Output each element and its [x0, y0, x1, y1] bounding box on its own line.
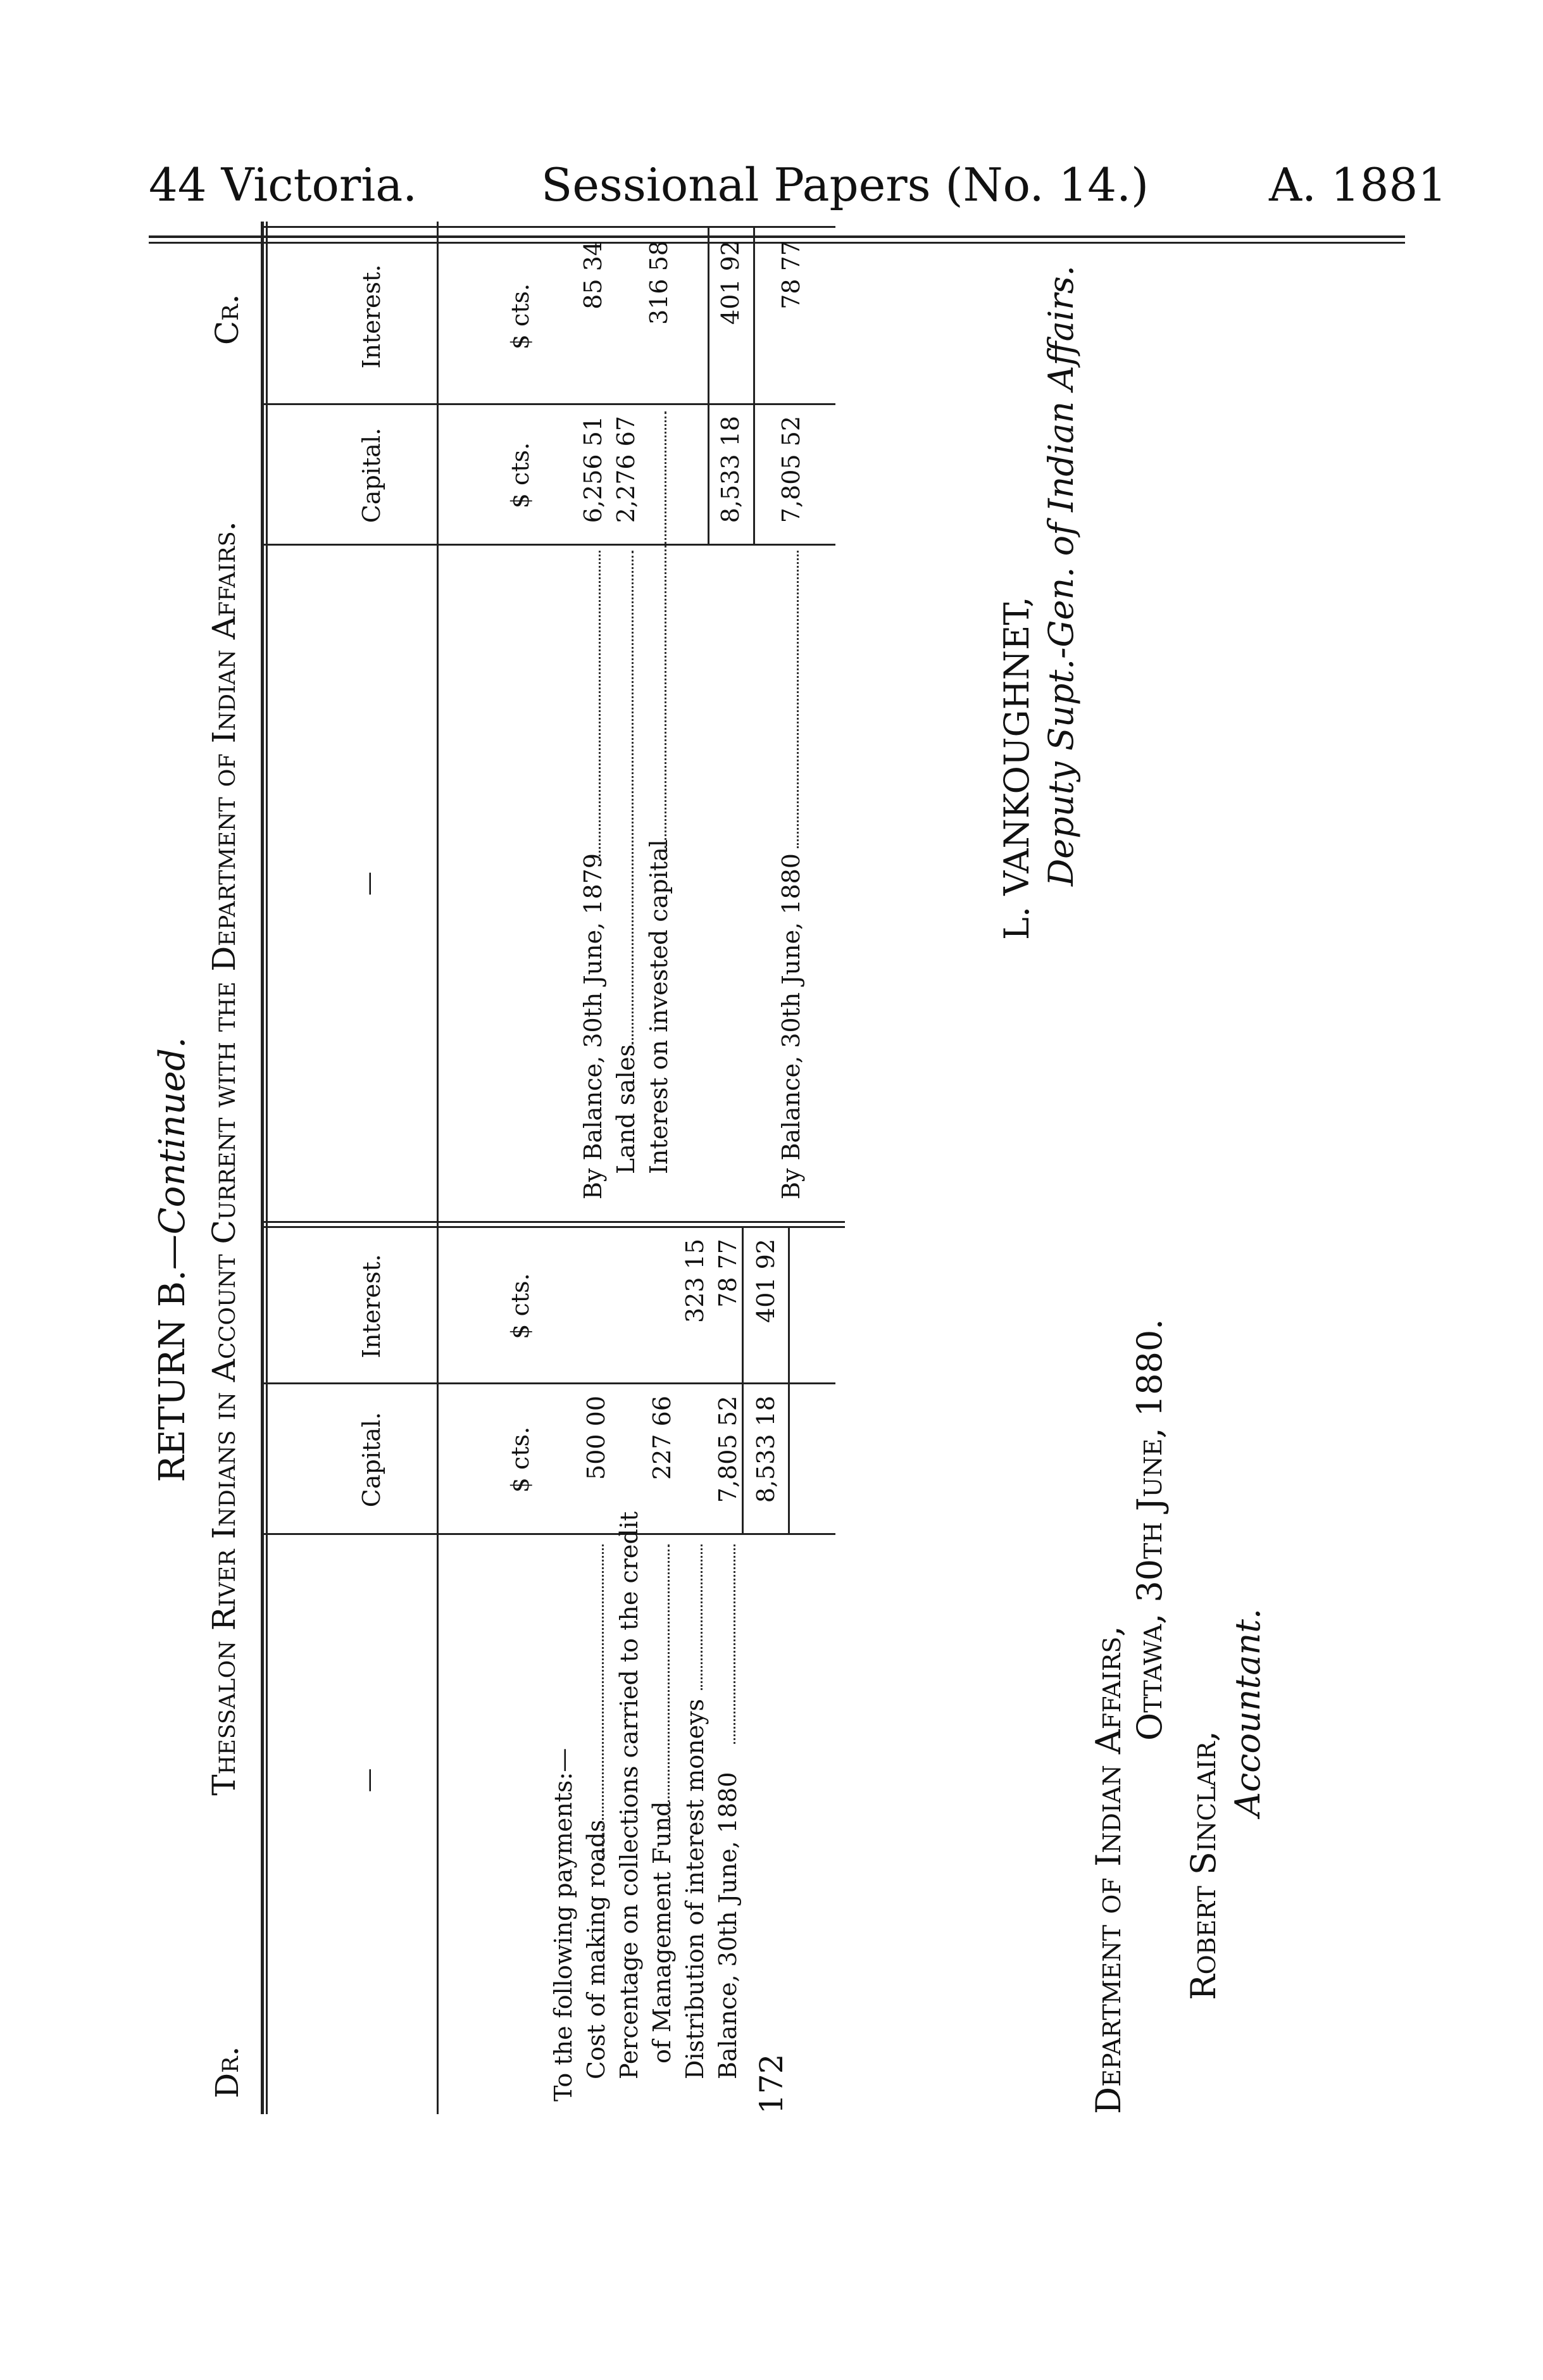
debit-blank-header: — — [354, 1768, 382, 1793]
signature-title: Deputy Supt.-Gen. of Indian Affairs. — [1041, 265, 1081, 886]
table-top-border-inner — [266, 222, 268, 2114]
credit-capital-value: 2,276 67 — [612, 416, 640, 523]
credit-total-rule-top — [708, 228, 709, 546]
debit-total-interest: 401 92 — [752, 1239, 780, 1323]
dot-leader — [733, 1544, 735, 1744]
credit-row-label: Interest on invested capital — [645, 839, 673, 1174]
debit-row-label: of Management Fund — [648, 1801, 676, 2064]
debit-total-rule-top — [742, 1228, 744, 1535]
dot-leader — [601, 1544, 604, 1861]
debit-total-rule-bottom — [788, 1228, 790, 1535]
credit-total-interest: 401 92 — [716, 241, 744, 325]
debit-row-label: Percentage on collections carried to the credit — [615, 1511, 643, 2079]
debit-interest-value: 323 15 — [681, 1239, 709, 1323]
credit-interest-value: 85 34 — [579, 241, 607, 310]
credit-blank-header: — — [354, 872, 382, 896]
dot-leader — [667, 1544, 670, 1829]
dot-leader — [700, 1544, 703, 1690]
debit-heading: To the following payments:— — [549, 1748, 577, 2101]
return-title-continued: —Continued. — [152, 1037, 193, 1270]
dot-leader — [631, 551, 634, 1044]
dot-leader — [664, 411, 666, 848]
debit-credit-divider-1 — [263, 1226, 845, 1228]
credit-interest-value: 316 58 — [645, 241, 673, 325]
header-sessional-papers: Sessional Papers (No. 14.) — [541, 158, 1149, 211]
column-header-rule — [437, 222, 439, 2114]
dot-leader — [598, 551, 601, 861]
debit-interest-units: $ cts. — [506, 1273, 534, 1339]
account-title: Thessalon River Indians in Account Current with the Department of Indian Affairs. — [206, 521, 242, 1796]
credit-balance-interest: 78 77 — [777, 241, 805, 310]
credit-balance-label: By Balance, 30th June, 1880 — [777, 853, 805, 1199]
credit-capital-header: Capital. — [358, 427, 385, 523]
debit-capital-value: 500 00 — [582, 1396, 610, 1480]
credit-interest-units: $ cts. — [506, 283, 534, 350]
footer-accountant-title: Accountant. — [1228, 1608, 1268, 1817]
header-session: 44 Victoria. — [149, 158, 418, 211]
credit-capital-units: $ cts. — [506, 442, 534, 509]
table-top-border — [261, 222, 264, 2114]
signature-name: L. VANKOUGHNET, — [997, 596, 1037, 940]
credit-row-label: Land sales — [612, 1044, 640, 1174]
debit-row-label: Distribution of interest moneys — [681, 1698, 709, 2079]
footer-accountant-name: Robert Sinclair, — [1184, 1731, 1223, 2000]
footer-department: Department of Indian Affairs, — [1089, 1625, 1128, 2114]
debit-row-label: Cost of making roads — [582, 1819, 610, 2079]
debit-capital-divider — [263, 1533, 835, 1535]
debit-capital-value: 227 66 — [648, 1396, 676, 1480]
debit-credit-divider-2 — [263, 1221, 845, 1223]
credit-capital-divider — [263, 544, 835, 546]
debit-row-label: Balance, 30th June, 1880 — [714, 1772, 742, 2079]
credit-total-capital: 8,533 18 — [716, 416, 744, 523]
credit-row-label: By Balance, 30th June, 1879 — [579, 853, 607, 1199]
debit-capital-header: Capital. — [358, 1412, 385, 1508]
debit-interest-header: Interest. — [358, 1254, 385, 1358]
debit-capital-units: $ cts. — [506, 1426, 534, 1493]
credit-total-rule-bottom — [753, 228, 755, 546]
header-year: A. 1881 — [1269, 158, 1447, 211]
dot-leader — [796, 551, 799, 848]
credit-interest-divider — [263, 403, 835, 405]
return-title — [152, 848, 193, 1671]
debit-total-capital: 8,533 18 — [752, 1396, 780, 1503]
return-title-main: RETURN B. — [152, 1270, 193, 1482]
credit-interest-header: Interest. — [358, 264, 385, 369]
footer-place-date-text: Ottawa, 30th June, 1880. — [1130, 1318, 1170, 1741]
cr-label: Cr. — [209, 294, 246, 345]
credit-balance-capital: 7,805 52 — [777, 416, 805, 523]
debit-interest-divider — [263, 1382, 835, 1384]
credit-right-border — [263, 226, 835, 228]
credit-capital-value: 6,256 51 — [579, 416, 607, 523]
debit-interest-value: 78 77 — [714, 1239, 742, 1308]
footer-place-date — [1130, 1319, 1170, 1741]
debit-capital-value: 7,805 52 — [714, 1396, 742, 1503]
dr-label: Dr. — [209, 2046, 246, 2098]
page-number: 172 — [753, 2053, 790, 2114]
